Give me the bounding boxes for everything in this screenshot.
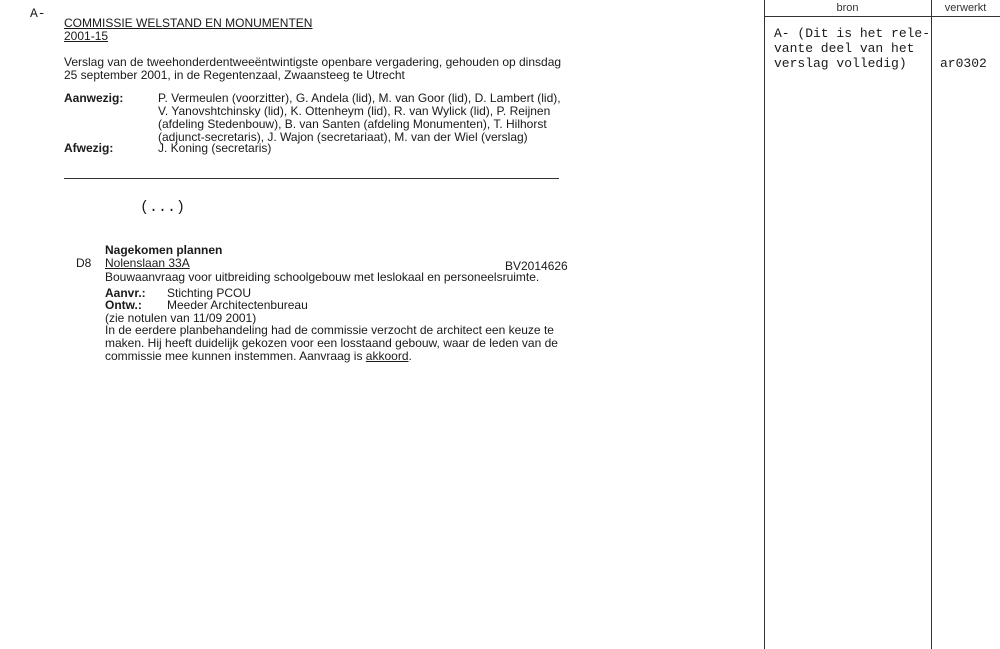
item-address: Nolenslaan 33A (105, 256, 190, 270)
absent-label: Afwezig: (64, 141, 114, 155)
paragraph-line: maken. Hij heeft duidelijk gekozen voor een losstaand gebouw, waar de leden van de (105, 336, 558, 350)
item-code: D8 (76, 256, 92, 270)
intro-line: Verslag van de tweehonderdentweeëntwintigste openbare vergadering, gehouden op dinsdag (64, 55, 562, 69)
source-note-line: vante deel van het (774, 41, 915, 56)
source-note-line: verslag volledig) (774, 56, 907, 71)
item-note: (zie notulen van 11/09 2001) (105, 311, 257, 325)
item-reference: BV2014626 (505, 259, 568, 273)
processed-code: ar0302 (940, 56, 987, 71)
source-note-line: A- (Dit is het rele- (774, 26, 931, 41)
item-description: Bouwaanvraag voor uitbreiding schoolgebouw met leslokaal en personeelsruimte. (105, 270, 540, 284)
paragraph-text: commissie mee kunnen instemmen. Aanvraag is (105, 349, 366, 363)
separator-line (64, 178, 559, 179)
header-rule (764, 16, 1000, 17)
verdict: akkoord (365, 349, 409, 363)
omission-mark: (...) (140, 199, 186, 216)
present-line: (adjunct-secretaris), J. Wajon (secretariaat), M. van der Wiel (verslag) (158, 130, 528, 144)
margin-marker: A- (30, 6, 46, 21)
verdict-suffix: . (408, 349, 412, 363)
applicant-label: Aanvr.: (105, 286, 146, 300)
column-header-source: bron (836, 2, 859, 14)
column-divider (931, 0, 932, 649)
applicant-value: Stichting PCOU (167, 286, 252, 300)
register-panel (764, 0, 1000, 649)
present-label: Aanwezig: (64, 91, 124, 105)
present-line: P. Vermeulen (voorzitter), G. Andela (lid), M. van Goor (lid), D. Lambert (lid), (158, 91, 561, 105)
present-line: V. Yanovshtchinsky (lid), K. Ottenheym (lid), R. van Wylick (lid), P. Reijnen (158, 104, 551, 118)
document-title: COMMISSIE WELSTAND EN MONUMENTEN (64, 16, 313, 30)
document-number: 2001-15 (64, 29, 109, 43)
absent-line: J. Koning (secretaris) (158, 141, 272, 155)
designer-label: Ontw.: (105, 298, 142, 312)
designer-value: Meeder Architectenbureau (167, 298, 308, 312)
section-heading: Nagekomen plannen (105, 243, 223, 257)
present-line: (afdeling Stedenbouw), B. van Santen (afdeling Monumenten), T. Hilhorst (158, 117, 547, 131)
column-divider (764, 0, 765, 649)
column-header-processed: verwerkt (944, 2, 987, 14)
intro-line: 25 september 2001, in de Regentenzaal, Zwaansteeg te Utrecht (64, 68, 405, 82)
paragraph-line (105, 349, 412, 363)
paragraph-line: In de eerdere planbehandeling had de commissie verzocht de architect een keuze te (105, 323, 554, 337)
